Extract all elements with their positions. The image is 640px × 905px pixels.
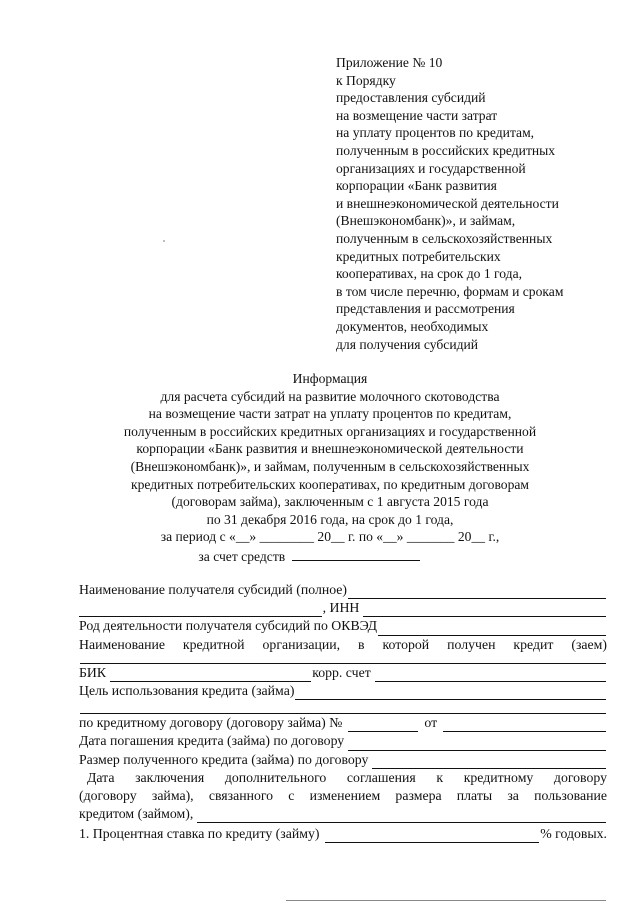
annex-line: на возмещение части затрат: [336, 107, 498, 123]
inn-label: , ИНН: [322, 600, 360, 616]
credit-amount-blank: [372, 754, 606, 769]
activity-blank: [378, 621, 606, 636]
recipient-name-cont-blank: [79, 602, 322, 617]
recipient-row: [79, 581, 607, 599]
info-heading-block: [60, 370, 600, 566]
annex-line: и внешнеэкономической деятельности: [336, 195, 559, 211]
rate-row: [79, 825, 607, 843]
annex-line: кооперативах, на срок до 1 года,: [336, 266, 523, 282]
annex-line: предоставления субсидий: [336, 90, 486, 106]
bik-label: БИК: [79, 664, 107, 680]
scan-bottom-edge: [286, 900, 606, 901]
annex-line: полученным в российских кредитных: [336, 142, 556, 158]
agreement-row: [79, 714, 607, 732]
corr-account-label: корр. счет: [312, 664, 371, 680]
info-line: на возмещение части затрат на уплату процентов по кредитам,: [148, 406, 512, 422]
bik-row: [79, 664, 607, 682]
credit-org-row: [79, 654, 607, 664]
supplement-line-end: кредитом (займом),: [79, 806, 194, 822]
activity-label: Род деятельности получателя субсидий по ОКВЭД: [79, 618, 378, 634]
purpose-cont-row: [79, 700, 607, 714]
inn-row: [79, 599, 607, 617]
info-line: полученным в российских кредитных организациях и государственной: [123, 423, 537, 439]
annex-line: полученным в сельскохозяйственных: [336, 230, 553, 246]
supplement-row: [79, 805, 607, 823]
annex-line: к Порядку: [336, 72, 396, 88]
funds-line: [18, 546, 600, 566]
scan-speck: [163, 240, 165, 242]
agreement-number-blank: [348, 717, 418, 732]
info-line: по 31 декабря 2016 года, на срок до 1 года,: [206, 511, 454, 527]
agreement-from-label: от: [424, 715, 438, 731]
purpose-blank: [295, 685, 606, 700]
amount-row: [79, 751, 607, 769]
repayment-row: [79, 732, 607, 750]
activity-row: [79, 617, 607, 635]
info-line: корпорации «Банк развития и внешнеэкономической деятельности: [136, 441, 524, 457]
annex-line: (Внешэкономбанк)», и займам,: [336, 213, 516, 229]
annex-line: Приложение № 10: [336, 55, 443, 70]
form-fields: [79, 581, 607, 843]
purpose-row: [79, 682, 607, 700]
recipient-name-label: Наименование получателя субсидий (полное): [79, 581, 347, 597]
agreement-label: по кредитному договору (договору займа) №: [79, 715, 343, 731]
credit-amount-label: Размер полученного кредита (займа) по договору: [79, 751, 369, 767]
rate-unit: % годовых.: [540, 826, 607, 842]
annex-header: [336, 54, 626, 353]
info-line: кредитных потребительских кооперативах, по кредитным договорам: [130, 476, 530, 492]
info-line: для расчета субсидий на развитие молочного скотоводства: [160, 388, 500, 404]
supplement-date-blank: [197, 808, 606, 823]
supplement-line: (договору займа), связанного с изменением размера платы за пользование: [79, 787, 607, 803]
document-title: Информация: [292, 371, 368, 386]
credit-org-blank: [80, 649, 606, 664]
annex-line: представления и рассмотрения: [336, 301, 515, 317]
annex-line: кредитных потребительских: [336, 248, 501, 264]
bik-blank: [110, 667, 311, 682]
credit-org-label: Наименование кредитной организации, в которой получен кредит (заем): [79, 636, 607, 652]
annex-line: на уплату процентов по кредитам,: [336, 125, 535, 141]
annex-line: документов, необходимых: [336, 318, 489, 334]
supplement-line: Дата заключения дополнительного соглашения к кредитному договору: [87, 769, 607, 785]
annex-line: корпорации «Банк развития: [336, 178, 497, 194]
period-line: за период с «__» ________ 20__ г. по «__» _______ 20__ г.,: [160, 529, 500, 545]
annex-line: для получения субсидий: [336, 336, 479, 352]
info-line: (Внешэкономбанк)», и займам, полученным в сельскохозяйственных: [130, 458, 530, 474]
rate-label: 1. Процентная ставка по кредиту (займу): [79, 826, 320, 842]
corr-account-blank: [375, 667, 606, 682]
funds-label: за счет средств: [198, 548, 286, 564]
repayment-date-blank: [348, 736, 606, 751]
annex-line: в том числе перечню, формам и срокам: [336, 283, 564, 299]
purpose-label: Цель использования кредита (займа): [79, 682, 295, 698]
repayment-date-label: Дата погашения кредита (займа) по договору: [79, 733, 345, 749]
info-line: (договорам займа), заключенным с 1 августа 2015 года: [171, 494, 489, 510]
agreement-date-blank: [443, 717, 606, 732]
funds-blank: [292, 546, 420, 561]
rate-blank: [325, 828, 539, 843]
recipient-name-blank: [348, 584, 606, 599]
annex-line: организациях и государственной: [336, 160, 526, 176]
inn-blank: [363, 602, 606, 617]
purpose-cont-blank: [80, 699, 606, 714]
